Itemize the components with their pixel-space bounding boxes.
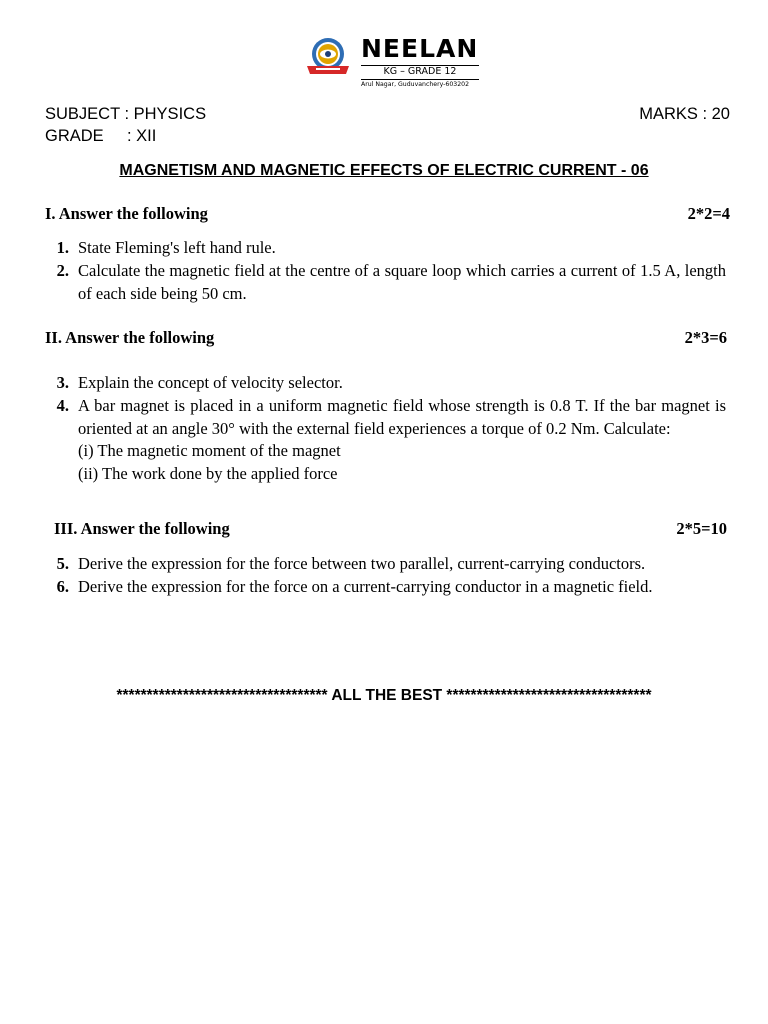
grade-value: : XII [127,127,157,145]
section-3-heading: III. Answer the following [54,519,230,538]
section-3-marks: 2*5=10 [676,519,727,538]
question-3 [45,372,726,395]
question-number: 5. [56,554,69,573]
page-title: MAGNETISM AND MAGNETIC EFFECTS OF ELECTRIC CURRENT - 06 [119,162,649,179]
brand-rule-bottom [361,79,479,80]
question-part-i: (i) The magnetic moment of the magnet [78,441,341,460]
question-number: 2. [56,261,69,280]
question-number: 6. [56,577,69,596]
school-name: NEELAN [361,34,479,63]
question-5 [45,553,726,576]
question-text: Explain the concept of velocity selector. [78,373,343,392]
section-2-heading: II. Answer the following [45,328,215,347]
question-text: Calculate the magnetic field at the centre of a square loop which carries a current of 1.5 A, length of each side being 50 cm. [78,261,726,303]
school-logo [304,36,484,92]
question-number: 3. [56,373,69,392]
subject-label: SUBJECT : PHYSICS [45,105,207,123]
section-2-marks: 2*3=6 [684,328,727,347]
question-number: 4. [56,396,69,415]
question-text: Derive the expression for the force on a current-carrying conductor in a magnetic field. [78,577,653,596]
question-4 [45,395,726,485]
question-part-ii: (ii) The work done by the applied force [78,463,338,483]
question-2 [45,260,726,305]
question-1 [45,237,726,260]
question-text: State Fleming's left hand rule. [78,238,276,257]
question-text: Derive the expression for the force between two parallel, current-carrying conductors. [78,554,646,573]
closing-message: *********************************** ALL THE BEST ********************************** [116,687,652,704]
school-address: Arul Nagar, Guduvanchery-603202 [361,81,470,88]
section-1-heading: I. Answer the following [45,204,208,223]
grade-label: GRADE [45,127,104,145]
school-grades: KG – GRADE 12 [383,66,457,77]
school-emblem-icon [304,36,356,80]
marks-label: MARKS : 20 [639,105,730,123]
section-1-marks: 2*2=4 [687,204,730,223]
question-text: A bar magnet is placed in a uniform magnetic field whose strength is 0.8 T. If the bar magnet is oriented at an angle 30° with the external field experiences a torque of 0.2 Nm. Calculate: [78,396,726,438]
question-6 [45,576,726,599]
question-number: 1. [56,238,69,257]
